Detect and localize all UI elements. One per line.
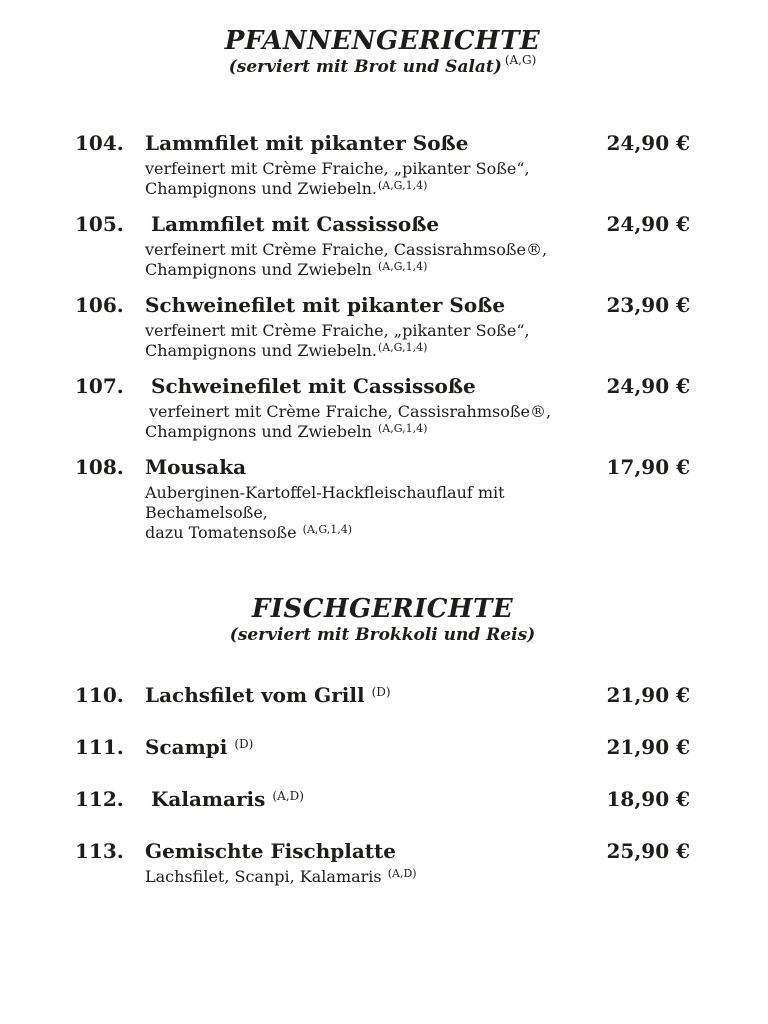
menu-item <box>75 681 690 709</box>
item-list-pfannengerichte <box>75 129 690 545</box>
section-subtitle <box>75 624 690 646</box>
section-subtitle-text: (serviert mit Brot und Salat) <box>228 57 502 77</box>
item-description-line1: Auberginen-Kartoffel-Hackfleischauflauf mit Bechamelsoße, <box>145 483 505 522</box>
item-price: 25,90 € <box>606 839 690 863</box>
section-title: PFANNENGERICHTE <box>224 26 541 56</box>
item-body <box>145 372 598 444</box>
item-number: 107. <box>75 374 124 398</box>
item-body <box>145 681 598 709</box>
item-price: 18,90 € <box>606 787 690 811</box>
item-description <box>145 867 598 889</box>
item-number: 113. <box>75 839 124 863</box>
item-name: Schweinefilet mit pikanter Soße <box>145 293 506 317</box>
item-price: 24,90 € <box>606 212 690 236</box>
item-number: 106. <box>75 293 124 317</box>
item-description-line2: dazu Tomatensoße <box>145 523 297 542</box>
item-body <box>145 291 598 363</box>
item-body <box>145 785 598 813</box>
item-description-line1: verfeinert mit Crème Fraiche, „pikanter Soße“, <box>145 159 530 178</box>
section-header-pfannengerichte <box>75 26 690 79</box>
allergen-superscript: (D) <box>234 737 254 751</box>
allergen-superscript: (A,G,1,4) <box>377 260 428 273</box>
item-body <box>145 733 598 761</box>
item-description <box>145 483 598 545</box>
item-price: 23,90 € <box>606 293 690 317</box>
item-name: Mousaka <box>145 455 247 479</box>
menu-item <box>75 453 690 545</box>
menu-item <box>75 785 690 813</box>
allergen-superscript: (A,G) <box>504 53 537 67</box>
section-subtitle <box>75 53 690 79</box>
item-description-line2: Champignons und Zwiebeln. <box>145 341 377 360</box>
menu-item <box>75 372 690 444</box>
item-name: Lammfilet mit pikanter Soße <box>145 131 469 155</box>
item-description-line1: verfeinert mit Crème Fraiche, „pikanter Soße“, <box>145 321 530 340</box>
item-description-line1: verfeinert mit Crème Fraiche, Cassisrahmsoße®, <box>149 402 552 421</box>
item-price: 17,90 € <box>606 455 690 479</box>
menu-item <box>75 210 690 282</box>
allergen-superscript: (A,G,1,4) <box>377 179 428 192</box>
item-number: 105. <box>75 212 124 236</box>
item-name: Lammfilet mit Cassissoße <box>151 212 440 236</box>
allergen-superscript: (A,G,1,4) <box>377 422 428 435</box>
item-number: 111. <box>75 735 124 759</box>
item-description-line1: Lachsfilet, Scanpi, Kalamaris <box>145 867 382 886</box>
item-price: 21,90 € <box>606 735 690 759</box>
item-list-fischgerichte <box>75 681 690 889</box>
item-description <box>145 240 598 282</box>
item-name: Gemischte Fischplatte <box>145 839 396 863</box>
allergen-superscript: (A,D) <box>272 789 304 803</box>
item-name: Schweinefilet mit Cassissoße <box>151 374 476 398</box>
allergen-superscript: (A,G,1,4) <box>377 341 428 354</box>
allergen-superscript: (D) <box>371 685 391 699</box>
item-description <box>145 159 598 201</box>
menu-item <box>75 291 690 363</box>
item-price: 24,90 € <box>606 374 690 398</box>
item-number: 104. <box>75 131 124 155</box>
menu-item <box>75 129 690 201</box>
item-price: 24,90 € <box>606 131 690 155</box>
section-title: FISCHGERICHTE <box>251 594 514 624</box>
item-number: 112. <box>75 787 124 811</box>
menu-item <box>75 733 690 761</box>
allergen-superscript: (A,D) <box>387 867 417 880</box>
menu-item <box>75 837 690 889</box>
item-number: 110. <box>75 683 124 707</box>
item-description <box>145 402 598 444</box>
item-body <box>145 837 598 889</box>
item-name: Scampi <box>145 735 228 759</box>
item-body <box>145 453 598 545</box>
item-description-line2: Champignons und Zwiebeln. <box>145 179 377 198</box>
item-body <box>145 129 598 201</box>
item-name: Kalamaris <box>151 787 266 811</box>
item-description-line2: Champignons und Zwiebeln <box>145 422 372 441</box>
item-name: Lachsfilet vom Grill <box>145 683 365 707</box>
section-header-fischgerichte <box>75 594 690 646</box>
item-number: 108. <box>75 455 124 479</box>
section-subtitle-text: (serviert mit Brokkoli und Reis) <box>229 625 536 645</box>
item-description-line2: Champignons und Zwiebeln <box>145 260 372 279</box>
item-price: 21,90 € <box>606 683 690 707</box>
item-description <box>145 321 598 363</box>
item-description-line1: verfeinert mit Crème Fraiche, Cassisrahmsoße®, <box>145 240 548 259</box>
item-body <box>145 210 598 282</box>
allergen-superscript: (A,G,1,4) <box>302 523 353 536</box>
